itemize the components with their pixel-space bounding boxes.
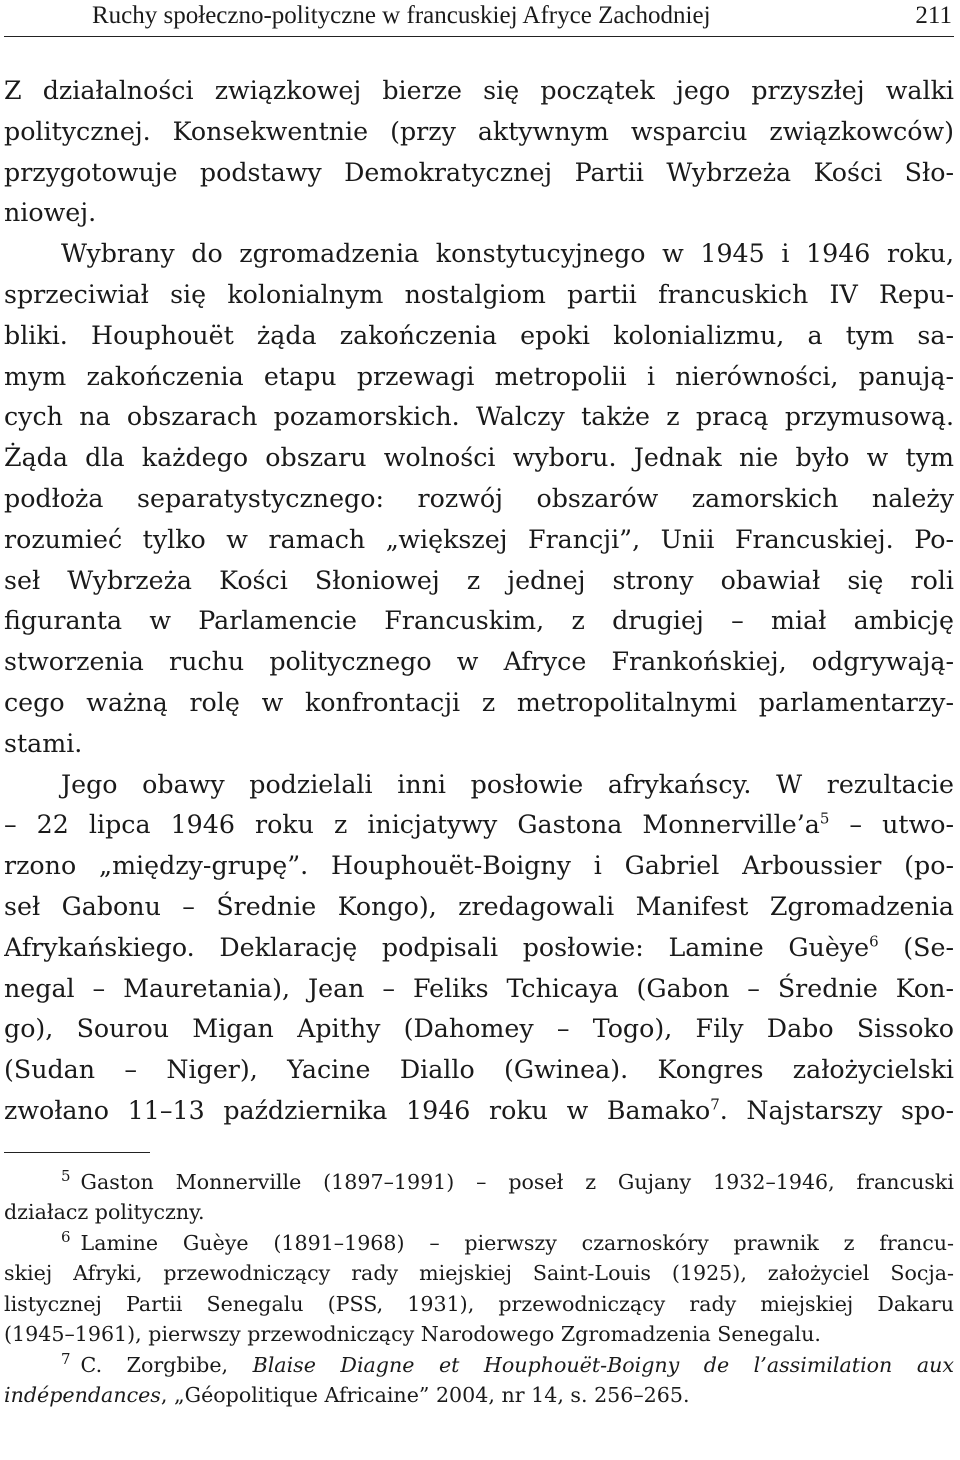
footnote-line	[4, 1350, 954, 1381]
footnote-ref: 7	[710, 1095, 720, 1114]
body-line: cego ważną rolę w konfrontacji z metropolitalnymi parlamentarzy-	[4, 687, 954, 717]
page-number: 211	[915, 2, 952, 29]
body-text-segment: – 22 lipca 1946 roku z inicjatywy Gastona Monnerville’a	[4, 810, 820, 840]
footnote-line	[4, 1228, 954, 1259]
body-line	[4, 805, 954, 846]
footnote-text: , „Géopolitique Africaine” 2004, nr 14, s. 256–265.	[160, 1383, 690, 1408]
body-line: figuranta w Parlamencie Francuskim, z drugiej – miał ambicję	[4, 606, 954, 636]
body-line: Z działalności związkowej bierze się początek jego przyszłej walki	[4, 76, 954, 105]
body-line: mym zakończenia etapu przewagi metropolii i nierówności, panują-	[4, 361, 954, 391]
body-line: politycznej. Konsekwentnie (przy aktywnym wsparciu związkowców)	[4, 116, 954, 146]
footnote-text: C. Zorgbibe,	[80, 1352, 253, 1377]
footnote-separator	[4, 1152, 150, 1153]
footnote-line	[4, 1319, 954, 1350]
footnote-text: listycznej Partii Senegalu (PSS, 1931), przewodniczący rady miejskiej Dakaru	[4, 1291, 954, 1316]
footnote-title-italic: Blaise Diagne et Houphouët-Boigny de l’assimilation aux	[252, 1352, 954, 1377]
body-line: Wybrany do zgromadzenia konstytucyjnego w 1945 i 1946 roku,	[61, 239, 954, 269]
footnote-text: Gaston Monnerville (1897–1991) – poseł z Gujany 1932–1946, francuski	[80, 1169, 954, 1194]
body-text-segment: (Se-	[878, 932, 954, 962]
body-text-segment: zwołano 11–13 października 1946 roku w Bamako	[4, 1095, 711, 1125]
body-line: seł Gabonu – Średnie Kongo), zredagowali Manifest Zgromadzenia	[4, 891, 954, 921]
body-line: podłoża separatystycznego: rozwój obszarów zamorskich należy	[4, 483, 954, 513]
footnote-text: skiej Afryki, przewodniczący rady miejskiej Saint-Louis (1925), założyciel Socja-	[4, 1261, 954, 1286]
body-line: (Sudan – Niger), Yacine Diallo (Gwinea). Kongres założycielski	[4, 1055, 954, 1085]
footnote-line	[4, 1289, 954, 1320]
body-line: negal – Mauretania), Jean – Feliks Tchicaya (Gabon – Średnie Kon-	[4, 973, 954, 1003]
body-line	[4, 928, 954, 969]
footnote-ref: 5	[819, 809, 830, 828]
body-line: sprzeciwiał się kolonialnym nostalgiom partii francuskich IV Repu-	[4, 279, 954, 309]
footnote-text: (1945–1961), pierwszy przewodniczący Narodowego Zgromadzenia Senegalu.	[4, 1322, 821, 1347]
footnote-text: Lamine Guèye (1891–1968) – pierwszy czarnoskóry prawnik z francu-	[80, 1230, 954, 1255]
body-line	[4, 1091, 954, 1132]
body-line: stworzenia ruchu politycznego w Afryce Frankońskiej, odgrywają-	[4, 647, 954, 677]
footnote-ref: 6	[869, 932, 879, 951]
body-text	[4, 71, 954, 1132]
footnote-line	[4, 1197, 954, 1228]
footnote-number: 5	[61, 1166, 71, 1185]
body-line: cych na obszarach pozamorskich. Walczy także z pracą przymusową.	[4, 402, 954, 432]
footnote-number: 7	[61, 1349, 71, 1368]
body-line: rozumieć tylko w ramach „większej Francji”, Unii Francuskiej. Po-	[4, 524, 954, 554]
footnotes	[4, 1167, 954, 1411]
body-line: niowej.	[4, 198, 97, 228]
footnote-line	[4, 1258, 954, 1289]
body-text-segment: . Najstarszy spo-	[719, 1095, 954, 1125]
body-line: bliki. Houphouët żąda zakończenia epoki kolonializmu, a tym sa-	[4, 320, 954, 350]
body-line: go), Sourou Migan Apithy (Dahomey – Togo), Fily Dabo Sissoko	[4, 1014, 954, 1044]
body-line: seł Wybrzeża Kości Słoniowej z jednej strony obawiał się roli	[4, 565, 954, 595]
footnote-number: 6	[61, 1227, 71, 1246]
body-line: Jego obawy podzielali inni posłowie afrykańscy. W rezultacie	[61, 769, 954, 799]
body-line: rzono „między-grupę”. Houphouët-Boigny i Gabriel Arboussier (po-	[4, 851, 954, 881]
body-line: stami.	[4, 728, 83, 758]
page	[4, 0, 954, 1411]
body-text-segment: Afrykańskiego. Deklarację podpisali posłowie: Lamine Guèye	[4, 932, 870, 962]
body-line: Żąda dla każdego obszaru wolności wyboru. Jednak nie było w tym	[4, 443, 954, 473]
running-title: Ruchy społeczno-polityczne w francuskiej Afryce Zachodniej	[92, 2, 711, 29]
running-header	[4, 0, 954, 37]
footnote-text: działacz polityczny.	[4, 1200, 205, 1225]
body-text-segment: – utwo-	[829, 810, 954, 840]
body-line: przygotowuje podstawy Demokratycznej Partii Wybrzeża Kości Sło-	[4, 157, 954, 187]
footnote-title-italic: indépendances	[4, 1383, 161, 1408]
footnote-line	[4, 1380, 954, 1411]
footnote-line	[4, 1167, 954, 1198]
